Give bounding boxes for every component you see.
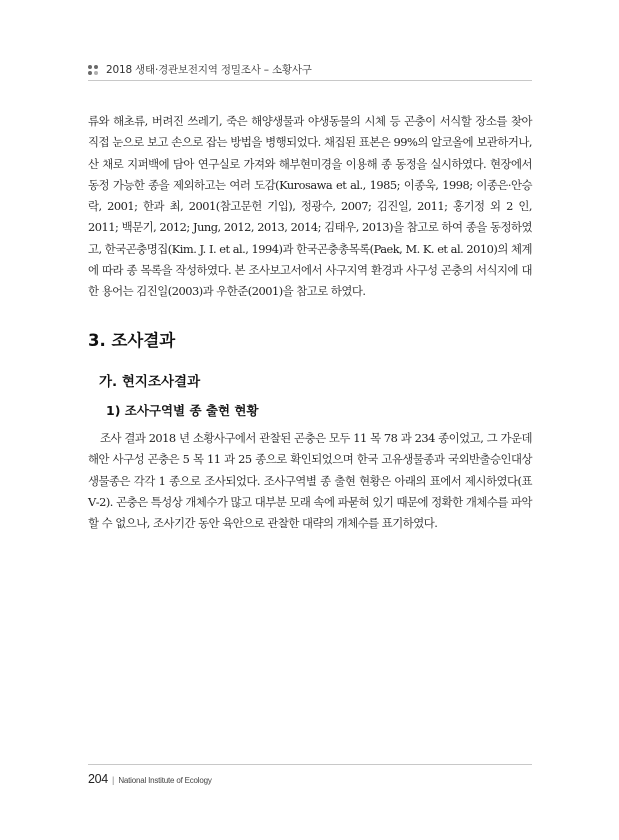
footer-organization: National Institute of Ecology	[118, 776, 212, 785]
footer-separator: |	[111, 775, 115, 785]
header-divider	[88, 80, 532, 81]
running-title: 2018 생태·경관보전지역 정밀조사 – 소황사구	[106, 64, 312, 76]
section-heading: 3. 조사결과	[88, 331, 176, 350]
subsection-heading: 가. 현지조사결과	[99, 374, 201, 390]
body-paragraph-2: 조사 결과 2018 년 소황사구에서 관찰된 곤충은 모두 11 목 78 과 234 종이었고, 그 가운데 해안 사구성 곤충은 5 목 11 과 25 종으로 확인되었으며 한국 고유생물종과 국외반출승인대상생물종은 각각 1 종으로 조사되었다. 조사구역별 종 출현 현황은 아래의 표에서 제시하였다(표 Ⅴ-2). 곤충은 특성상 개체수가 많고 대부분 모래 속에 파묻혀 있기 때문에 정확한 개체수를 파악할 수 없으나, 조사기간 동안 육안으로 관찰한 대략의 개체수를 표기하였다.	[88, 431, 532, 531]
footer-divider	[88, 764, 532, 765]
running-header	[88, 62, 532, 77]
header-logo-icon	[88, 65, 98, 75]
subsubsection-heading: 1) 조사구역별 종 출현 현황	[106, 403, 259, 418]
page-number: 204	[88, 772, 108, 786]
page-footer	[88, 772, 212, 786]
body-paragraph-1: 류와 해초류, 버려진 쓰레기, 죽은 해양생물과 야생동물의 시체 등 곤충이 서식할 장소를 찾아 직접 눈으로 보고 손으로 잡는 방법을 병행되었다. 채집된 표본은 99%의 알코올에 보관하거나, 산 채로 지퍼백에 담아 연구실로 가져와 해부현미경을 이용해 종 동정을 실시하였다. 현장에서 동정 가능한 종을 제외하고는 여러 도감(Kurosawa et al., 1985; 이종욱, 1998; 이종은·안승락, 2001; 한과 최, 2001(참고문헌 기입), 정광수, 2007; 김진일, 2011; 홍기정 외 2 인, 2011; 백문기, 2012; Jung, 2012, 2013, 2014; 김태우, 2013)을 참고로 하여 종을 동정하였고, 한국곤충명집(Kim. J. I. et al., 1994)과 한국곤충총목록(Paek, M. K. et al. 2010)의 체계에 따라 종 목록을 작성하였다. 본 조사보고서에서 사구지역 환경과 사구성 곤충의 서식지에 대한 용어는 김진일(2003)과 우한준(2001)을 참고로 하였다.	[88, 114, 532, 299]
